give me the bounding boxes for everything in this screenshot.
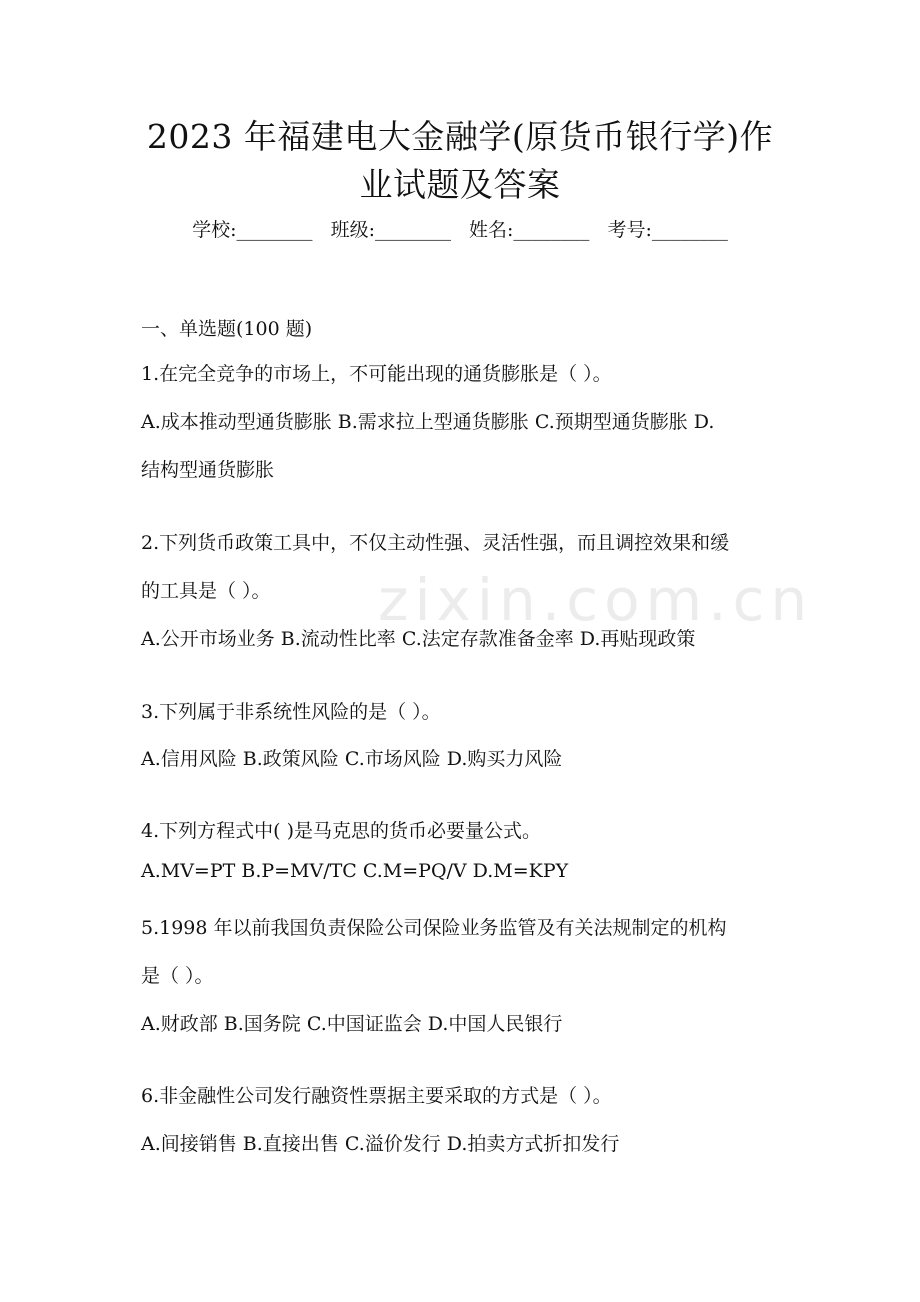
question-1-options-cont: 结构型通货膨胀 [141, 459, 275, 481]
document-title-line-2: 业试题及答案 [359, 165, 561, 204]
section-heading: 一、单选题(100 题) [141, 318, 313, 340]
question-4-options: A.MV=PT B.P=MV/TC C.M=PQ/V D.M=KPY [141, 860, 569, 882]
student-info-row [0, 216, 920, 244]
question-5-stem: 5.1998 年以前我国负责保险公司保险业务监管及有关法规制定的机构 [141, 917, 727, 939]
question-5-options: A.财政部 B.国务院 C.中国证监会 D.中国人民银行 [141, 1013, 563, 1035]
question-1-options: A.成本推动型通货膨胀 B.需求拉上型通货膨胀 C.预期型通货膨胀 D. [141, 411, 715, 433]
question-6-stem: 6.非金融性公司发行融资性票据主要采取的方式是（ ）。 [141, 1085, 612, 1107]
question-4-stem: 4.下列方程式中( )是马克思的货币必要量公式。 [141, 820, 541, 842]
name-field: 姓名:________ [469, 219, 590, 241]
question-1-stem: 1.在完全竞争的市场上，不可能出现的通货膨胀是（ ）。 [141, 363, 612, 385]
question-2-stem: 2.下列货币政策工具中，不仅主动性强、灵活性强，而且调控效果和缓 [141, 532, 730, 554]
question-2-stem-cont: 的工具是（ ）。 [141, 580, 271, 602]
question-3-options: A.信用风险 B.政策风险 C.市场风险 D.购买力风险 [141, 748, 563, 770]
exam-number-field: 考号:________ [607, 219, 728, 241]
question-6-options: A.间接销售 B.直接出售 C.溢价发行 D.拍卖方式折扣发行 [141, 1133, 620, 1155]
school-field: 学校:________ [192, 219, 313, 241]
class-field: 班级:________ [330, 219, 451, 241]
watermark: zixin.com.cn [378, 566, 814, 634]
question-2-options: A.公开市场业务 B.流动性比率 C.法定存款准备金率 D.再贴现政策 [141, 628, 696, 650]
question-3-stem: 3.下列属于非系统性风险的是（ ）。 [141, 701, 441, 723]
document-title-line-1: 2023 年福建电大金融学(原货币银行学)作 [146, 117, 774, 156]
question-5-stem-cont: 是（ ）。 [141, 965, 214, 987]
